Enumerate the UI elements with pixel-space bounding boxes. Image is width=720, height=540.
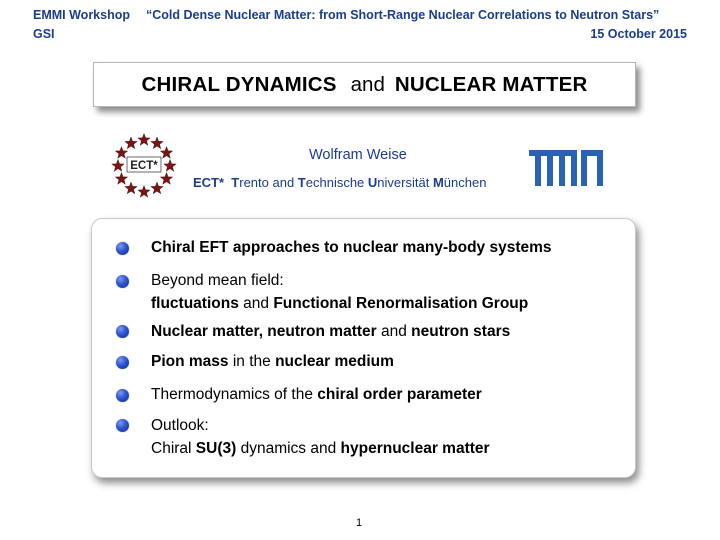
ect-star-icon [115,147,127,159]
item-text-bold: hypernuclear matter [340,440,490,457]
ect-logo-icon [110,132,178,200]
ect-star-icon [125,182,137,194]
ect-star-icon [160,147,172,159]
affil-uenchen: ünchen [443,175,487,190]
item-text: in the [228,353,276,370]
affil-U: U [367,175,378,190]
item-text-bold: Functional Renormalisation Group [273,295,529,312]
list-item [151,351,394,372]
affil-M: M [432,175,444,190]
affil-ect: ECT* [193,175,225,190]
affiliation [193,175,486,190]
ect-star-icon [115,173,127,185]
affil-T: T [297,175,306,190]
item-text-bold: neutron stars [411,323,511,340]
bullet-icon [116,275,129,288]
list-item [151,414,490,460]
item-text: Thermodynamics of the [151,386,318,403]
author-name: Wolfram Weise [309,147,407,163]
ect-star-icon [138,186,150,198]
header-place: GSI [33,27,55,41]
ect-star-icon [151,137,163,149]
title-part1: CHIRAL DYNAMICS [141,72,337,96]
ect-logo-text: ECT* [130,160,158,172]
item-text: Chiral [151,440,196,457]
list-item [151,321,510,342]
ect-star-icon [151,182,163,194]
bullet-icon [116,419,129,432]
item-text: Beyond mean field: [151,272,284,289]
item-text-bold: nuclear medium [275,353,394,370]
item-text-bold: fluctuations [151,295,239,312]
item-text: and [238,295,274,312]
list-item [151,384,482,405]
title-box [93,62,636,107]
header-date: 15 October 2015 [590,27,687,41]
title-part2: NUCLEAR MATTER [394,72,588,96]
item-text-bold: SU(3) [195,440,237,457]
header-workshop-title: “Cold Dense Nuclear Matter: from Short-Range Nuclear Correlations to Neutron Stars” [146,8,660,22]
bullet-icon [116,242,129,255]
tum-logo-icon [527,146,604,188]
list-item [151,269,528,315]
bullet-icon [116,325,129,338]
ect-star-icon [164,160,176,172]
item-text: dynamics and [236,440,341,457]
item-text: and [376,323,412,340]
affil-t: T [231,175,240,190]
ect-star-icon [125,137,137,149]
ect-star-icon [160,173,172,185]
bullet-icon [116,389,129,402]
affil-rento: rento and [239,175,298,190]
bullet-icon [116,356,129,369]
item-text-bold: Nuclear matter, neutron matter [151,323,377,340]
item-text-bold: Pion mass [151,353,229,370]
item-text-bold: chiral order parameter [317,386,482,403]
ect-star-icon [138,134,150,146]
header-event: EMMI Workshop [33,8,130,22]
affil-niversitaet: niversität [377,175,433,190]
affil-echnische: echnische [305,175,368,190]
ect-star-icon [112,160,124,172]
item-text: Outlook: [151,417,209,434]
page-number: 1 [356,517,363,529]
item-text: Chiral EFT approaches to nuclear many-body systems [151,239,552,256]
title-and: and [350,72,385,96]
list-item [151,237,552,258]
